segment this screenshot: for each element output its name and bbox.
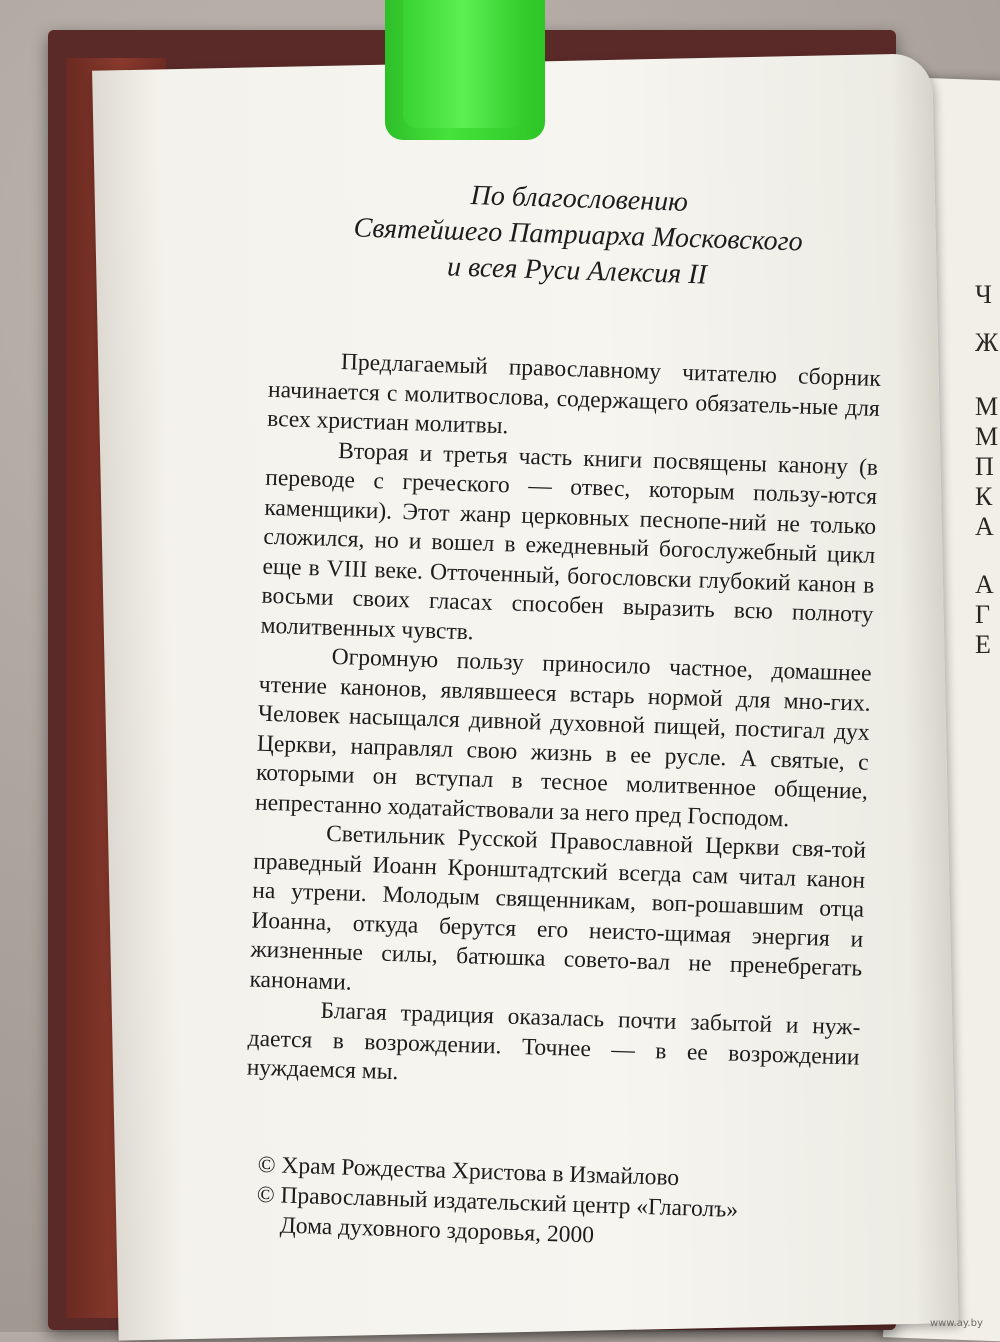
copyright-line: © Православный издательский центр «Глаголъ» xyxy=(256,1181,739,1223)
paragraph: Вторая и третья часть книги посвящены канону (в переводе с греческого — отвес, которым пользу-ются каменщики). Этот жанр церковных песнопе-ний не только сложился, но и вошел в ежедневный богослужебный цикл еще в VIII веке. Отточенный, богословски глубокий канон в восьми своих гласах способен выразить всю полноту молитвенных чувств. xyxy=(260,437,879,645)
paragraph: Светильник Русской Православной Церкви свя-той праведный Иоанн Кронштадтский всегда сам читал канон на утрени. Молодым священникам, воп-рошавшим отца Иоанна, откуда берутся его неисто-щимая энергия и жизненные силы, батюшка совето-вал не пренебрегать канонами. xyxy=(249,820,867,996)
blessing-line: Святейшего Патриарха Московского xyxy=(353,212,804,258)
paragraph: Огромную пользу приносило частное, домашнее чтение канонов, являвшееся встарь нормой для мно-гих. Человек насыщался дивной духовной пищей, постигал дух Церкви, направлял свою жизнь в ее русле. А святые, с которыми он вступал в тесное молитвенное общение, непрестанно ходатайствовали за него пред Господом. xyxy=(254,643,872,832)
facing-letter: Е xyxy=(975,630,991,659)
facing-letter: А xyxy=(975,570,994,599)
blessing-line: По благословению xyxy=(470,180,689,218)
copyright-line: Дома духовного здоровья, 2000 xyxy=(279,1212,595,1248)
facing-letter: Ч xyxy=(975,280,992,309)
paragraph: Благая традиция оказалась почти забытой и нуж-дается в возрождении. Точнее — в ее возрождении нуждаемся мы. xyxy=(246,997,861,1086)
facing-letter: А xyxy=(975,512,994,541)
site-watermark: www.ay.by xyxy=(930,1318,983,1329)
facing-letter: М xyxy=(975,422,999,451)
copyright-line: © Храм Рождества Христова в Измайлово xyxy=(257,1151,680,1191)
facing-letter: Г xyxy=(975,600,991,629)
page-text xyxy=(181,170,914,1259)
facing-letter: Ж xyxy=(975,328,999,357)
blessing-line: и всея Руси Алексия II xyxy=(446,251,708,291)
green-bookmark xyxy=(385,0,545,140)
blessing-heading xyxy=(312,173,845,298)
facing-letter: К xyxy=(975,482,993,511)
facing-letter: П xyxy=(975,452,994,481)
facing-letter: М xyxy=(975,392,999,421)
paragraph: Предлагаемый православному читателю сборник начинается с молитвослова, содержащего обязатель-ные для всех христиан молитвы. xyxy=(266,349,882,440)
